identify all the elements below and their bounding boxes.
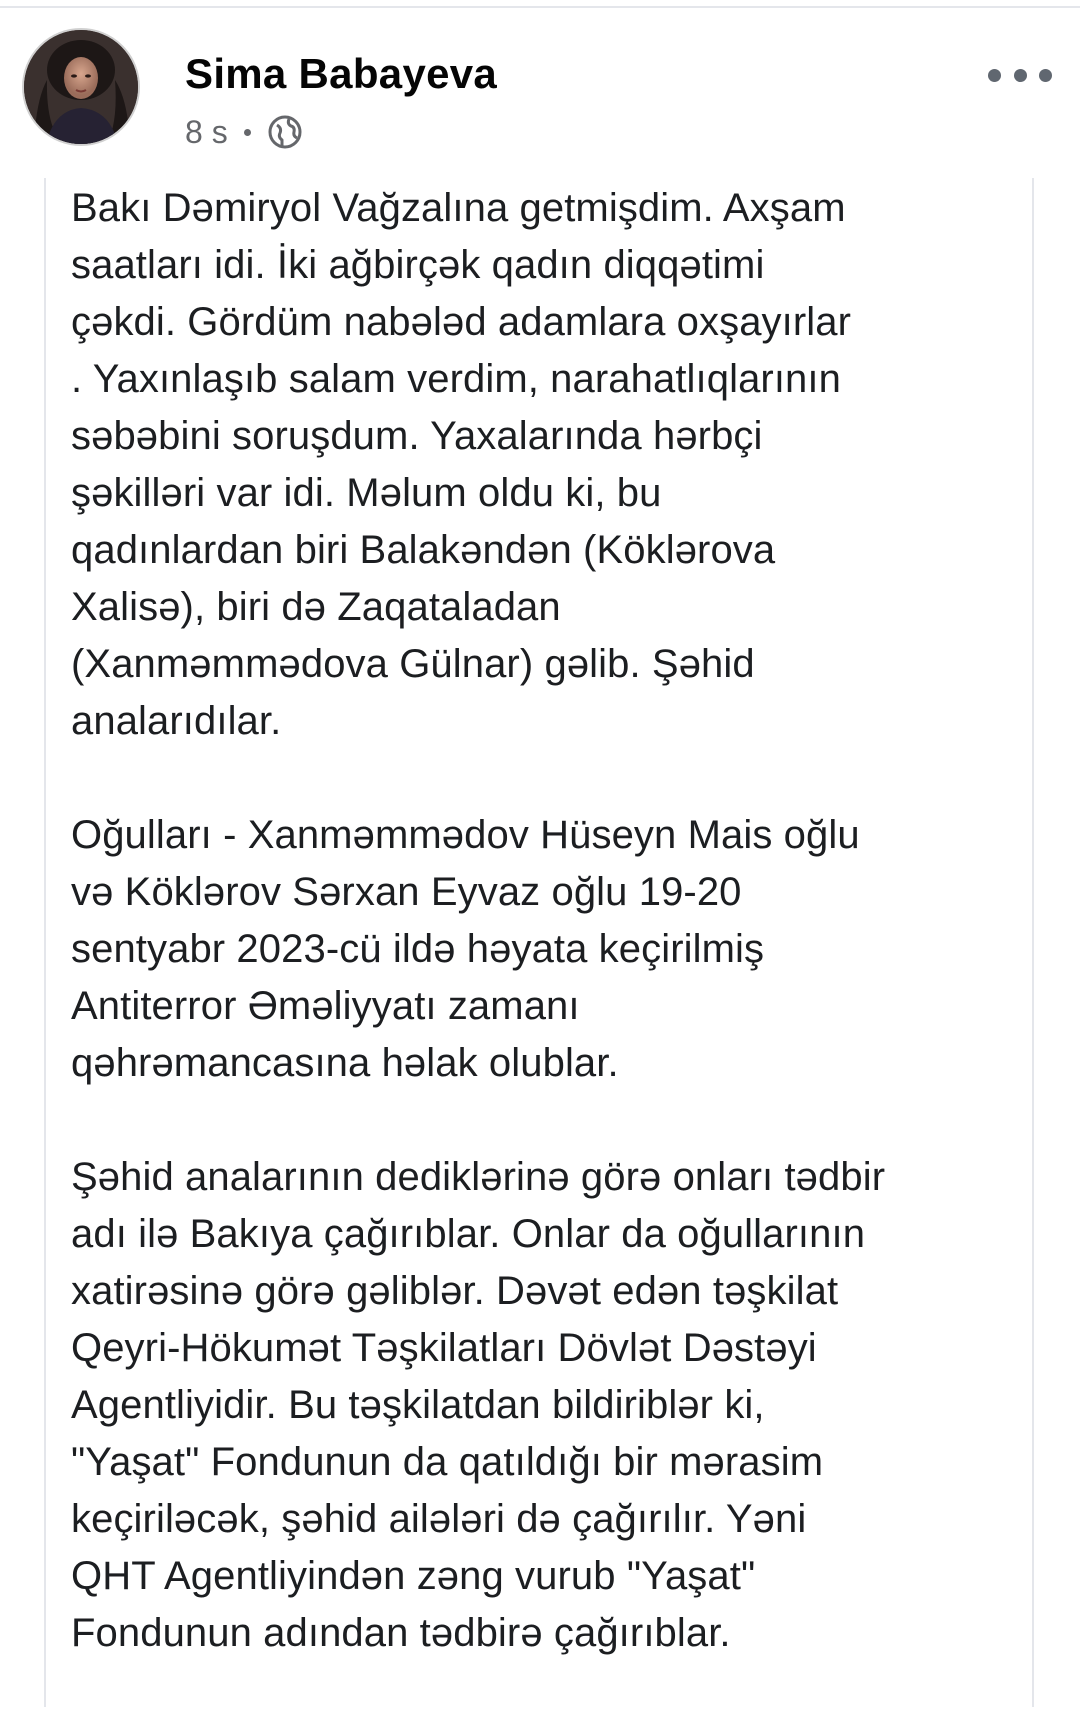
dot xyxy=(1039,69,1052,82)
globe-icon[interactable] xyxy=(267,114,303,150)
post-text-line: qadınlardan biri Balakəndən (Köklərova xyxy=(71,528,776,572)
post-text-line: səbəbini soruşdum. Yaxalarında hərbçi xyxy=(71,414,763,458)
post-text-line: . Yaxınlaşıb salam verdim, narahatlıqlarının xyxy=(71,357,841,401)
dot xyxy=(1014,69,1027,82)
post-text-line: Antiterror Əməliyyatı zamanı xyxy=(71,984,580,1028)
post-text-line: xatirəsinə görə gəliblər. Dəvət edən təşkilat xyxy=(71,1269,839,1313)
post-paragraph xyxy=(71,1149,1031,1662)
post-text-line: sentyabr 2023-cü ildə həyata keçirilmiş xyxy=(71,927,765,971)
post-timestamp[interactable]: 8 s xyxy=(185,113,228,150)
post-text-line: Agentliyidir. Bu təşkilatdan bildiriblər ki, xyxy=(71,1383,765,1427)
post-meta xyxy=(185,110,303,154)
author-name[interactable]: Sima Babayeva xyxy=(185,50,498,97)
separator-dot xyxy=(244,129,251,136)
post-text-line: QHT Agentliyindən zəng vurub "Yaşat" xyxy=(71,1554,756,1598)
post-text-line: adı ilə Bakıya çağırıblar. Onlar da oğullarının xyxy=(71,1212,866,1256)
post-text-line: keçiriləcək, şəhid ailələri də çağırılır. Yəni xyxy=(71,1497,807,1541)
post-text-line: "Yaşat" Fondunun da qatıldığı bir mərasim xyxy=(71,1440,824,1484)
post-text-line: saatları idi. İki ağbirçək qadın diqqətimi xyxy=(71,243,765,287)
post-header xyxy=(0,0,1080,170)
post-text-line: çəkdi. Gördüm nabələd adamlara oxşayırlar xyxy=(71,300,852,344)
post-text-line: şəkilləri var idi. Məlum oldu ki, bu xyxy=(71,471,662,515)
post-paragraph xyxy=(71,807,1031,1092)
more-options-icon[interactable] xyxy=(988,60,1052,90)
post-text-line: Bakı Dəmiryol Vağzalına getmişdim. Axşam xyxy=(71,186,846,230)
post-text-line: Qeyri-Hökumət Təşkilatları Dövlət Dəstəyi xyxy=(71,1326,817,1370)
dot xyxy=(988,69,1001,82)
post-text-line: qəhrəmancasına həlak olublar. xyxy=(71,1041,619,1085)
post-text-line: analarıdılar. xyxy=(71,699,282,743)
post-text-line: (Xanməmmədova Gülnar) gəlib. Şəhid xyxy=(71,642,755,686)
post-text-line: Xalisə), biri də Zaqataladan xyxy=(71,585,561,629)
post-text-line: Şəhid analarının dediklərinə görə onları tədbir xyxy=(71,1155,886,1199)
post-text-line: Oğulları - Xanməmmədov Hüseyn Mais oğlu xyxy=(71,813,860,857)
post-text-line: və Köklərov Sərxan Eyvaz oğlu 19-20 xyxy=(71,870,742,914)
post-text-line: Fondunun adından tədbirə çağırıblar. xyxy=(71,1611,731,1655)
post-paragraph xyxy=(71,180,1031,750)
avatar[interactable] xyxy=(22,28,140,146)
post-text xyxy=(71,180,1031,1719)
